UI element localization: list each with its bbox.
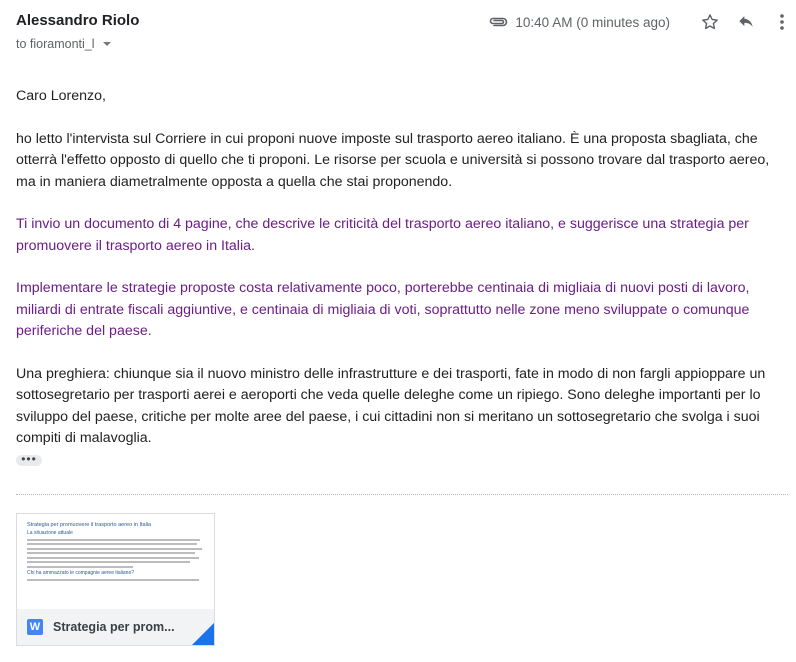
timestamp: 10:40 AM (0 minutes ago) bbox=[515, 14, 670, 30]
attachment-thumbnail bbox=[17, 514, 214, 609]
recipient-text: to fioramonti_l bbox=[16, 37, 95, 51]
message-body bbox=[16, 86, 776, 471]
paragraph-3: Implementare le strategie proposte costa relativamente poco, porterebbe centinaia di migliaia di nuovi posti di lavoro, miliardi di entrate fiscali aggiuntive, e centinaia di migliaia di voti, soprattutto nelle zone meno sviluppate o comunque periferiche del paese. bbox=[16, 280, 750, 339]
thumbnail-subheading-2: Chi ha ammazzato le compagnie aeree italiane? bbox=[27, 570, 135, 576]
recipient-line[interactable] bbox=[16, 37, 111, 51]
message-header bbox=[16, 0, 796, 60]
reply-icon[interactable] bbox=[732, 8, 760, 36]
sender-name[interactable]: Alessandro Riolo bbox=[16, 12, 140, 29]
message-meta bbox=[487, 8, 796, 36]
paperclip-icon bbox=[487, 10, 509, 34]
paragraph-1: ho letto l'intervista sul Corriere in cui proponi nuove imposte sul trasporto aereo italiano. È una proposta sbagliata, che otterrà l'effetto opposto di quello che ti proponi. Le risorse per scuola e università si possono trovare dal trasporto aereo, ma in maniera diametralmente opposta a quella che stai proponendo. bbox=[16, 130, 770, 190]
word-doc-icon: W bbox=[27, 619, 43, 635]
more-vert-icon[interactable] bbox=[768, 8, 796, 36]
attachment-card[interactable] bbox=[16, 513, 215, 646]
show-trimmed-content-button[interactable] bbox=[16, 451, 42, 466]
thumbnail-subheading: La situazione attuale bbox=[27, 530, 73, 536]
attachment-corner-fold bbox=[192, 623, 214, 645]
paragraph-2: Ti invio un documento di 4 pagine, che descrive le criticità del trasporto aereo italiano, e suggerisce una strategia per promuovere il trasporto aereo in Italia. bbox=[16, 216, 749, 254]
attachments-divider bbox=[16, 494, 788, 495]
thumbnail-title: Strategia per promuovere il trasporto aereo in Italia bbox=[27, 522, 152, 528]
star-icon[interactable] bbox=[696, 8, 724, 36]
attachment-footer bbox=[17, 609, 214, 645]
paragraph-4: Una preghiera: chiunque sia il nuovo ministro delle infrastrutture e dei trasporti, fate in modo di non fargli appioppare un sottosegretario per trasporti aerei e aeroporti che veda quelle deleghe come un ripiego. Sono deleghe importanti per lo sviluppo del paese, critiche per molte aree del paese, i cui cittadini non si meritano un sottosegretario che svolga i suoi compiti di malavoglia. bbox=[16, 365, 766, 446]
chevron-down-icon[interactable] bbox=[103, 42, 111, 46]
ellipsis-icon: ••• bbox=[21, 451, 37, 466]
attachment-name: Strategia per prom... bbox=[53, 620, 175, 634]
greeting: Caro Lorenzo, bbox=[16, 88, 106, 104]
